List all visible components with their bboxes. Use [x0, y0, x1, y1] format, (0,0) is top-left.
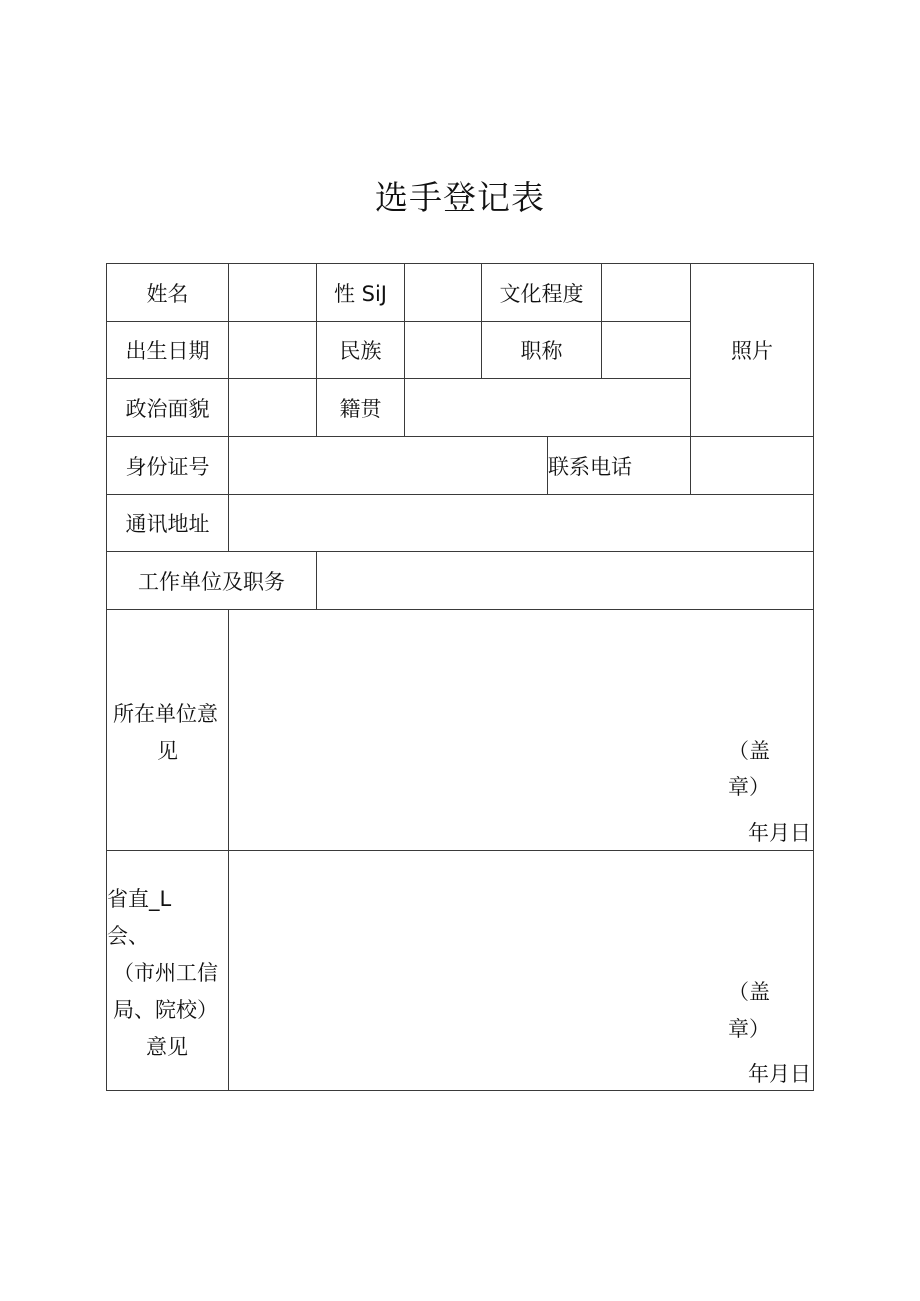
job-title-field[interactable]: [602, 322, 690, 378]
label-birth-date: 出生日期: [125, 339, 210, 363]
table-border-right: [813, 263, 814, 1091]
prov-stamp-date: 年月日: [748, 1062, 811, 1086]
unit-opinion-field[interactable]: [229, 610, 813, 850]
workplace-position-field[interactable]: [317, 552, 813, 609]
label-address: 通讯地址: [125, 512, 210, 536]
address-field[interactable]: [229, 495, 813, 551]
id-number-field[interactable]: [229, 437, 547, 494]
name-field[interactable]: [229, 264, 316, 321]
unit-stamp-date: 年月日: [748, 821, 811, 845]
label-photo: 照片: [731, 339, 773, 363]
label-job-title: 职称: [520, 339, 563, 363]
label-name: 姓名: [146, 281, 189, 306]
label-prov-opinion-line4: 局、院校）: [113, 998, 218, 1022]
native-place-field[interactable]: [405, 379, 690, 436]
label-phone: 联系电话: [548, 454, 632, 479]
label-ethnicity: 民族: [339, 339, 382, 363]
form-title: 选手登记表: [375, 178, 545, 217]
label-prov-opinion-line2: 会、: [107, 924, 149, 948]
label-gender: 性 SiJ: [333, 281, 388, 306]
birth-date-field[interactable]: [229, 322, 316, 378]
prov-opinion-field[interactable]: [229, 851, 813, 1090]
prov-stamp-close: 章）: [728, 1017, 770, 1041]
political-status-field[interactable]: [229, 379, 316, 436]
prov-stamp-open: （盖: [728, 980, 770, 1004]
label-prov-opinion-line3: （市州工信: [113, 961, 218, 985]
label-political-status: 政治面貌: [125, 396, 210, 421]
gender-field[interactable]: [405, 264, 481, 321]
label-prov-opinion-line1: 省直_L: [107, 887, 172, 911]
education-field[interactable]: [602, 264, 690, 321]
label-prov-opinion-line5: 意见: [146, 1035, 188, 1059]
label-education: 文化程度: [499, 281, 584, 306]
ethnicity-field[interactable]: [405, 322, 481, 378]
unit-stamp-close: 章）: [728, 775, 770, 799]
label-unit-opinion-line1: 所在单位意: [113, 702, 218, 726]
phone-field[interactable]: [691, 437, 813, 494]
label-native-place: 籍贯: [339, 396, 382, 421]
label-unit-opinion-line2: 见: [157, 739, 178, 763]
label-id-number: 身份证号: [125, 454, 210, 479]
label-workplace-position: 工作单位及职务: [138, 569, 285, 594]
unit-stamp-open: （盖: [728, 739, 770, 763]
table-border-bottom: [106, 1090, 814, 1091]
